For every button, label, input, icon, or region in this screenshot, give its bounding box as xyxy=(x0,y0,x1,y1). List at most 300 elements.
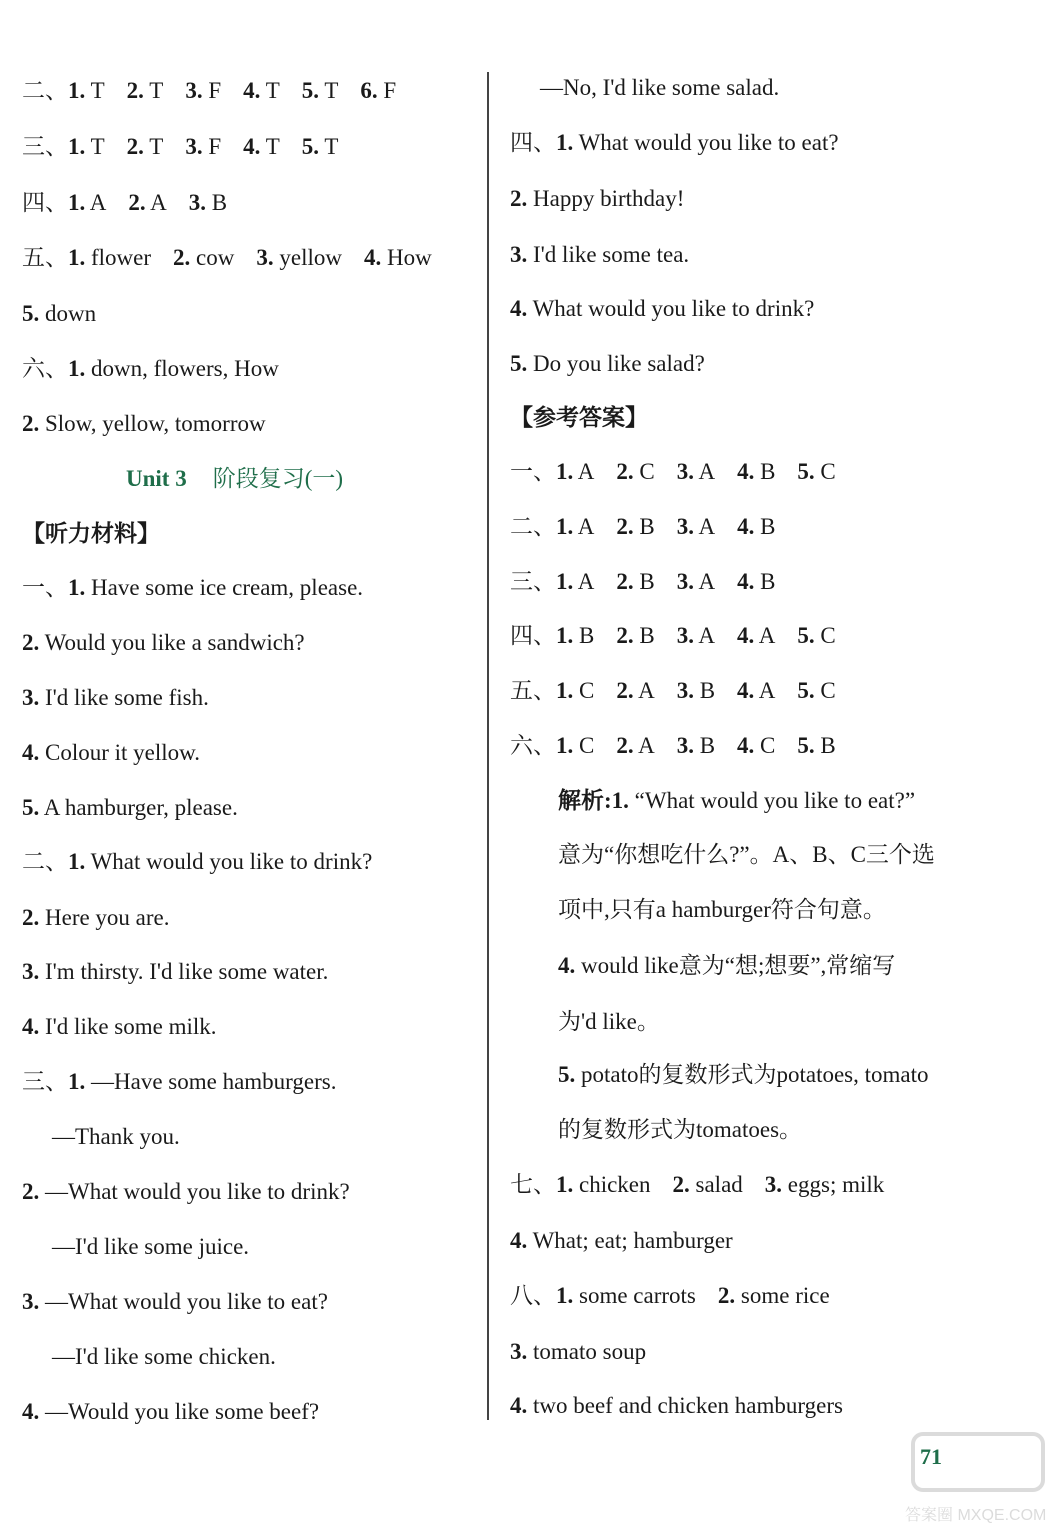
item-number: 1. xyxy=(556,459,574,484)
item-text: What would you like to drink? xyxy=(90,849,373,874)
answer-item xyxy=(22,409,266,439)
item-text: T xyxy=(149,134,164,159)
item-text: A xyxy=(758,623,776,648)
item-number: 1. xyxy=(556,678,574,703)
answer-item xyxy=(616,621,654,651)
answer-line xyxy=(22,1287,350,1317)
item-text: C xyxy=(579,678,595,703)
answer-item xyxy=(556,1281,696,1311)
section-prefix: 八、 xyxy=(510,1283,556,1308)
item-number: 3. xyxy=(510,242,528,267)
answer-item xyxy=(243,76,280,106)
line-text: 为'd like。 xyxy=(558,1009,660,1034)
explanation-lead: 5. xyxy=(558,1062,576,1087)
item-text: T xyxy=(90,134,105,159)
answer-line xyxy=(22,1177,372,1207)
answer-line xyxy=(22,76,418,106)
item-text: T xyxy=(149,78,164,103)
item-number: 1. xyxy=(68,245,86,270)
section-prefix: 四、 xyxy=(510,623,556,648)
item-number: 1. xyxy=(556,569,574,594)
item-number: 3. xyxy=(256,245,274,270)
section-prefix: 二、 xyxy=(22,78,68,103)
item-number: 4. xyxy=(737,569,755,594)
answer-line xyxy=(22,683,231,713)
text-line xyxy=(558,1007,660,1037)
section-prefix: 四、 xyxy=(22,190,68,215)
text-line xyxy=(558,786,915,816)
item-number: 1. xyxy=(556,733,574,758)
item-number: 3. xyxy=(22,959,40,984)
text-line xyxy=(558,895,886,925)
item-number: 1. xyxy=(556,1283,574,1308)
item-text: I'm thirsty. I'd like some water. xyxy=(45,959,329,984)
item-number: 4. xyxy=(737,459,755,484)
item-text: B xyxy=(211,190,228,215)
item-text: A xyxy=(89,190,107,215)
item-text: A xyxy=(577,459,595,484)
answer-line xyxy=(22,1067,359,1097)
item-text: How xyxy=(386,245,432,270)
answer-line xyxy=(510,240,711,270)
answer-item xyxy=(302,76,339,106)
item-text: B xyxy=(820,733,836,758)
item-number: 3. xyxy=(676,623,694,648)
text-line xyxy=(558,951,895,981)
item-text: B xyxy=(699,678,716,703)
line-text: potato的复数形式为potatoes, tomato xyxy=(575,1062,929,1087)
section-prefix: 三、 xyxy=(510,569,556,594)
answer-item xyxy=(364,243,432,273)
answer-line xyxy=(22,243,454,273)
item-text: C xyxy=(820,678,836,703)
answer-line xyxy=(510,294,836,324)
answer-item xyxy=(556,128,839,158)
answer-line xyxy=(510,1391,865,1421)
section-prefix: 五、 xyxy=(22,245,68,270)
answer-item xyxy=(185,76,221,106)
item-number: 2. xyxy=(616,623,634,648)
line-text: “What would you like to eat?” xyxy=(628,788,916,813)
item-text: What; eat; hamburger xyxy=(532,1228,733,1253)
answer-line xyxy=(22,354,301,384)
item-number: 2. xyxy=(22,630,40,655)
item-text: Slow, yellow, tomorrow xyxy=(45,411,266,436)
item-text: What would you like to drink? xyxy=(532,296,815,321)
item-number: 4. xyxy=(510,1228,528,1253)
item-number: 5. xyxy=(301,78,320,103)
item-number: 3. xyxy=(676,569,694,594)
answer-item xyxy=(616,676,654,706)
item-number: 2. xyxy=(22,1179,40,1204)
item-text: A xyxy=(577,514,595,539)
item-text: A xyxy=(698,514,716,539)
answer-line xyxy=(22,957,350,987)
answer-line xyxy=(510,128,861,158)
item-text: A xyxy=(698,459,716,484)
answer-item xyxy=(556,457,594,487)
item-number: 2. xyxy=(126,78,144,103)
answer-item xyxy=(22,1287,328,1317)
item-number: 1. xyxy=(68,1069,86,1094)
answer-item xyxy=(127,132,164,162)
section-prefix: 三、 xyxy=(22,1069,68,1094)
text-line xyxy=(52,1342,276,1372)
item-text: Colour it yellow. xyxy=(45,740,201,765)
section-prefix: 六、 xyxy=(510,733,556,758)
answer-item xyxy=(22,1177,350,1207)
item-text: Happy birthday! xyxy=(533,186,685,211)
item-number: 3. xyxy=(764,1172,783,1197)
explanation-lead: 4. xyxy=(558,953,576,978)
line-text: 的复数形式为tomatoes。 xyxy=(558,1117,803,1142)
item-text: I'd like some milk. xyxy=(45,1014,217,1039)
answer-item xyxy=(22,793,238,823)
item-number: 4. xyxy=(243,134,261,159)
item-text: T xyxy=(324,78,339,103)
item-number: 4. xyxy=(363,245,382,270)
item-number: 2. xyxy=(616,733,634,758)
item-number: 2. xyxy=(616,459,634,484)
item-number: 5. xyxy=(797,733,815,758)
line-text: would like意为“想;想要”,常缩写 xyxy=(575,953,896,978)
item-number: 1. xyxy=(68,849,86,874)
answer-line xyxy=(22,409,288,439)
item-number: 3. xyxy=(185,134,203,159)
item-text: T xyxy=(90,78,105,103)
answer-item xyxy=(510,294,814,324)
item-text: tomato soup xyxy=(533,1339,647,1364)
answer-item xyxy=(256,243,342,273)
item-number: 2. xyxy=(717,1283,736,1308)
answer-item xyxy=(797,457,835,487)
answer-item xyxy=(673,1170,743,1200)
answer-item xyxy=(22,738,200,768)
answer-item xyxy=(68,354,279,384)
item-number: 4. xyxy=(22,740,40,765)
item-number: 1. xyxy=(556,623,574,648)
item-text: B xyxy=(760,514,776,539)
item-number: 3. xyxy=(676,678,694,703)
answer-item xyxy=(68,188,106,218)
item-number: 4. xyxy=(737,623,755,648)
answer-item xyxy=(68,847,372,877)
answer-item xyxy=(22,299,96,329)
item-number: 2. xyxy=(616,678,634,703)
item-text: T xyxy=(265,78,280,103)
item-text: some rice xyxy=(740,1283,830,1308)
answer-line xyxy=(22,299,118,329)
item-number: 3. xyxy=(676,733,694,758)
answer-item xyxy=(68,132,105,162)
item-number: 2. xyxy=(126,134,144,159)
answer-item xyxy=(556,1170,651,1200)
item-text: B xyxy=(699,733,716,758)
item-text: F xyxy=(383,78,397,103)
answer-item xyxy=(737,567,775,597)
answer-item xyxy=(616,512,654,542)
section-prefix: 一、 xyxy=(22,575,68,600)
answer-item xyxy=(510,349,705,379)
item-number: 3. xyxy=(676,514,694,539)
item-text: I'd like some tea. xyxy=(533,242,690,267)
answer-item xyxy=(737,731,775,761)
item-number: 2. xyxy=(510,186,528,211)
answer-item xyxy=(22,903,170,933)
item-text: A xyxy=(577,569,595,594)
item-text: cow xyxy=(196,245,235,270)
answer-item xyxy=(68,1067,337,1097)
item-text: —Would you like some beef? xyxy=(45,1399,320,1424)
answer-item xyxy=(556,676,594,706)
answer-item xyxy=(677,731,715,761)
item-number: 1. xyxy=(68,575,86,600)
answer-item xyxy=(510,184,684,214)
item-number: 5. xyxy=(22,795,40,820)
answer-item xyxy=(556,731,594,761)
answer-item xyxy=(737,512,775,542)
item-number: 6. xyxy=(360,78,378,103)
line-text: —I'd like some juice. xyxy=(52,1234,250,1259)
answer-line xyxy=(510,457,858,487)
item-number: 2. xyxy=(616,569,634,594)
answer-item xyxy=(360,76,396,106)
item-text: F xyxy=(208,134,222,159)
answer-item xyxy=(127,76,164,106)
line-text: —I'd like some chicken. xyxy=(52,1344,276,1369)
item-number: 4. xyxy=(243,78,261,103)
section-prefix: 七、 xyxy=(510,1172,556,1197)
answer-item xyxy=(718,1281,830,1311)
answer-item xyxy=(616,457,654,487)
unit-heading xyxy=(126,464,343,494)
answer-item xyxy=(510,1337,646,1367)
answer-item xyxy=(616,731,654,761)
answer-item xyxy=(510,1391,843,1421)
item-number: 1. xyxy=(68,78,86,103)
item-text: B xyxy=(579,623,595,648)
item-number: 3. xyxy=(676,459,694,484)
answer-line xyxy=(510,1226,755,1256)
item-number: 2. xyxy=(22,905,40,930)
answer-line xyxy=(22,132,360,162)
answer-line xyxy=(22,628,327,658)
answer-item xyxy=(677,567,715,597)
item-number: 3. xyxy=(188,190,206,215)
answer-line xyxy=(22,188,249,218)
answer-item xyxy=(765,1170,884,1200)
line-text: —Thank you. xyxy=(52,1124,180,1149)
item-text: down, flowers, How xyxy=(91,356,279,381)
answer-item xyxy=(22,1397,319,1427)
item-text: F xyxy=(208,78,222,103)
answer-line xyxy=(510,1281,852,1311)
answer-line xyxy=(510,1337,668,1367)
answer-item xyxy=(510,1226,733,1256)
item-text: down xyxy=(45,301,97,326)
section-prefix: 二、 xyxy=(510,514,556,539)
answer-line xyxy=(510,512,797,542)
answer-line xyxy=(22,1397,341,1427)
answer-line xyxy=(22,847,394,877)
answer-item xyxy=(22,957,328,987)
item-text: T xyxy=(265,134,280,159)
item-number: 4. xyxy=(510,1393,528,1418)
item-number: 5. xyxy=(797,623,815,648)
watermark-logo xyxy=(905,1420,1055,1530)
section-label: 【参考答案】 xyxy=(510,405,648,430)
answer-item xyxy=(616,567,654,597)
item-text: eggs; milk xyxy=(787,1172,885,1197)
answer-line xyxy=(22,573,385,603)
item-text: B xyxy=(639,569,655,594)
item-number: 5. xyxy=(510,351,528,376)
text-line xyxy=(558,840,935,870)
answer-line xyxy=(22,793,260,823)
item-number: 3. xyxy=(185,78,203,103)
answer-item xyxy=(22,683,209,713)
item-text: T xyxy=(324,134,339,159)
item-text: C xyxy=(639,459,655,484)
line-text: —No, I'd like some salad. xyxy=(540,75,780,100)
answer-line xyxy=(22,1012,239,1042)
answer-line xyxy=(510,621,858,651)
item-number: 5. xyxy=(22,301,40,326)
item-text: A xyxy=(698,569,716,594)
section-prefix: 一、 xyxy=(510,459,556,484)
answer-item xyxy=(556,512,594,542)
item-number: 1. xyxy=(68,356,86,381)
answer-item xyxy=(797,731,835,761)
page-number: 71 xyxy=(920,1444,942,1469)
item-number: 3. xyxy=(22,1289,40,1314)
item-number: 4. xyxy=(510,296,528,321)
answer-item xyxy=(302,132,339,162)
item-number: 4. xyxy=(737,678,755,703)
item-text: B xyxy=(639,514,655,539)
item-text: —Have some hamburgers. xyxy=(91,1069,337,1094)
text-line xyxy=(558,1060,929,1090)
watermark-text: 答案圈 MXQE.COM xyxy=(905,1507,1047,1524)
item-number: 5. xyxy=(301,134,320,159)
item-number: 4. xyxy=(22,1399,40,1424)
answer-item xyxy=(128,188,166,218)
item-number: 1. xyxy=(68,190,86,215)
answer-line xyxy=(22,903,192,933)
item-number: 1. xyxy=(556,514,574,539)
answer-item xyxy=(185,132,221,162)
item-text: B xyxy=(760,569,776,594)
item-text: chicken xyxy=(579,1172,651,1197)
item-number: 4. xyxy=(737,514,755,539)
item-text: yellow xyxy=(279,245,342,270)
item-number: 1. xyxy=(556,1172,574,1197)
section-prefix: 二、 xyxy=(22,849,68,874)
answer-item xyxy=(737,457,775,487)
column-divider xyxy=(487,72,489,1420)
answer-line xyxy=(510,731,858,761)
item-number: 2. xyxy=(616,514,634,539)
section-prefix: 三、 xyxy=(22,134,68,159)
answer-item xyxy=(189,188,227,218)
answer-item xyxy=(677,457,715,487)
answer-item xyxy=(22,1012,217,1042)
answer-item xyxy=(677,512,715,542)
item-text: Here you are. xyxy=(45,905,170,930)
item-text: C xyxy=(760,733,776,758)
section-prefix: 五、 xyxy=(510,678,556,703)
item-text: C xyxy=(820,459,836,484)
explanation-lead: 解析:1. xyxy=(558,788,629,813)
item-text: —What would you like to drink? xyxy=(45,1179,350,1204)
answer-item xyxy=(243,132,280,162)
item-text: B xyxy=(760,459,776,484)
text-line xyxy=(558,1115,802,1145)
item-text: A xyxy=(698,623,716,648)
answer-item xyxy=(737,676,775,706)
answer-item xyxy=(797,676,835,706)
item-text: two beef and chicken hamburgers xyxy=(533,1393,843,1418)
line-text: 项中,只有a hamburger符合句意。 xyxy=(558,897,886,922)
item-text: A hamburger, please. xyxy=(43,795,238,820)
answer-item xyxy=(68,76,105,106)
answer-item xyxy=(737,621,775,651)
answer-item xyxy=(510,240,689,270)
text-line xyxy=(52,1122,180,1152)
item-number: 5. xyxy=(797,678,815,703)
answer-item xyxy=(556,567,594,597)
section-prefix: 六、 xyxy=(22,356,68,381)
text-line xyxy=(540,73,779,103)
answer-item xyxy=(677,621,715,651)
item-text: salad xyxy=(695,1172,743,1197)
answer-item xyxy=(556,621,594,651)
item-number: 3. xyxy=(510,1339,528,1364)
answer-item xyxy=(68,573,363,603)
text-line xyxy=(52,1232,249,1262)
item-text: A xyxy=(638,733,655,758)
answer-line xyxy=(510,567,797,597)
answer-line xyxy=(22,738,222,768)
answer-item xyxy=(173,243,234,273)
item-text: B xyxy=(639,623,655,648)
item-text: I'd like some fish. xyxy=(45,685,209,710)
item-text: A xyxy=(758,678,776,703)
item-text: A xyxy=(638,678,655,703)
item-text: What would you like to eat? xyxy=(578,130,839,155)
section-label: 【听力材料】 xyxy=(22,521,160,546)
item-text: A xyxy=(150,190,167,215)
item-number: 3. xyxy=(22,685,40,710)
item-number: 2. xyxy=(128,190,146,215)
item-text: Have some ice cream, please. xyxy=(91,575,364,600)
unit-title: Unit 3 xyxy=(126,466,187,491)
item-number: 2. xyxy=(672,1172,690,1197)
item-text: —What would you like to eat? xyxy=(45,1289,328,1314)
answer-item xyxy=(677,676,715,706)
item-number: 1. xyxy=(68,134,86,159)
section-prefix: 四、 xyxy=(510,130,556,155)
item-text: Would you like a sandwich? xyxy=(44,630,305,655)
item-text: C xyxy=(579,733,595,758)
line-text: 意为“你想吃什么?”。A、B、C三个选 xyxy=(558,842,935,867)
item-text: flower xyxy=(91,245,152,270)
item-number: 2. xyxy=(22,411,40,436)
item-text: some carrots xyxy=(579,1283,696,1308)
item-number: 4. xyxy=(737,733,755,758)
item-number: 2. xyxy=(173,245,191,270)
item-text: Do you like salad? xyxy=(533,351,705,376)
